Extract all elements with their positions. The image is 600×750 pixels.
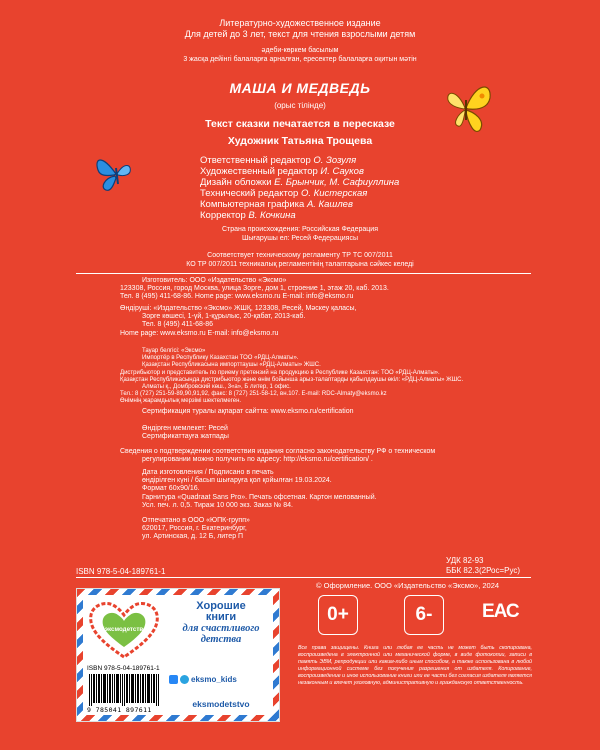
staff-line: Дизайн обложки Е. Брынчик, М. Сафиуллина	[200, 177, 400, 188]
staff-list	[200, 155, 460, 221]
edition-type-kz: әдеби-көркем басылым	[261, 47, 339, 54]
age-note-ru: Для детей до 3 лет, текст для чтения взрослыми детям	[184, 29, 416, 39]
staff-line: Компьютерная графика А. Кашлев	[200, 199, 353, 210]
age-rating-6minus: 6-	[404, 595, 444, 635]
bbk-code: ББК 82.3(2Рос=Рус)	[446, 565, 521, 575]
legal-notice: Все права защищены. Книга или любая ее часть не может быть скопирована, воспроизведена в электронной или механической форме, в виде фотокопии, записи в память ЭВМ, репродукции или каким-либо иным способом, а также использована в любой информационной системе без получения разрешения от издателя. Копирование, воспроизведение и иное использование книги или ее части без согласия издателя является незаконным и влечет уголовную, административную и гражданскую ответственность.	[298, 645, 532, 686]
barcode	[87, 665, 161, 716]
staff-line: Корректор В. Кочкина	[200, 210, 296, 221]
vk-icon	[169, 675, 178, 684]
book-title: МАША И МЕДВЕДЬ	[229, 80, 371, 96]
country-of-production: Өндірген мемлекет: Ресей Сертификаттауға жатпады	[142, 425, 229, 441]
blue-butterfly-icon	[92, 152, 140, 194]
barcode-digits: 9 785041 897611	[87, 706, 152, 714]
print-info: Дата изготовления / Подписано в печать өндірілген күні / басып шығаруға қол қойылған 19.03.2024. Формат 60х90/16. Гарнитура «Quadraat Sans Pro». Печать офсетная. Картон мелованный. Усл. печ. л. 0,5. Тираж 10 000 экз. Заказ № 84.	[142, 469, 377, 509]
barcode-isbn: ISBN 978-5-04-189761-1	[87, 665, 160, 672]
staff-line: Технический редактор О. Кистерская	[200, 188, 368, 199]
regulation-ru: Соответствует техническому регламенту ТР ТС 007/2011	[207, 252, 393, 259]
age-rating-0plus: 0+	[318, 595, 358, 635]
printer-info: Отпечатано в ООО «ЮПК-групп» 620017, Россия, г. Екатеринбург, ул. Артинская, д. 12 Б, литер П	[142, 517, 250, 541]
staff-line: Ответственный редактор О. Зозуля	[200, 155, 357, 166]
telegram-icon	[180, 675, 189, 684]
retelling-note: Текст сказки печатается в пересказе	[205, 118, 395, 130]
conformity-info: Сведения о подтверждении соответствия издания согласно законодательству РФ о техническом регулировании можно получить по адресу: http://eksmo.ru/certification/ .	[120, 448, 436, 464]
slogan: Хорошие книги для счастливого детства	[182, 600, 260, 645]
promo-card-body	[83, 595, 273, 715]
age-note-kz: 3 жасқа дейінгі балаларға арналған, ересектер балаларға оқитын мәтін	[183, 56, 417, 63]
artist-credit: Художник Татьяна Трощева	[227, 135, 373, 147]
eac-mark: ЕАС	[482, 601, 519, 622]
promo-card	[76, 588, 280, 722]
social-handle[interactable]: eksmo_kids	[169, 675, 237, 684]
origin-kz: Шығарушы ел: Ресей Федерациясы	[241, 235, 358, 242]
manufacturer-block: Изготовитель: ООО «Издательство «Эксмо» 123308, Россия, город Москва, улица Зорге, дом 1, строение 1, этаж 20, каб. 2013. Тел. 8 (495) 411-68-86. Home page: www.eksmo.ru E-mail: info@eksmo.ru	[120, 277, 389, 301]
barcode-bars	[87, 674, 161, 706]
manufacturer-block-kz: Өндіруші: «Издательство «Эксмо» ЖШҚ, 123308, Ресей, Мәскеу қаласы, Зорге көшесі, 1-үй, 1-құрылыс, 20-қабат, 2013-каб. Тел. 8 (495) 411-68-86 Home page: www.eksmo.ru E-mail: info@eksmo.ru	[120, 305, 357, 337]
regulation-kz: КО ТР 007/2011 техникалық регламентінің талаптарына сәйкес келеді	[186, 261, 414, 268]
heart-badge-icon	[87, 601, 161, 659]
staff-line: Художественный редактор И. Сауков	[200, 166, 364, 177]
divider	[76, 273, 531, 274]
classification-codes	[446, 556, 520, 575]
language-note: (орыс тілінде)	[274, 101, 326, 110]
divider	[76, 577, 531, 578]
edition-type-ru: Литературно-художественное издание	[219, 18, 381, 28]
copyright: © Оформление. ООО «Издательство «Эксмо», 2024	[316, 581, 500, 590]
heart-text: #эксмодетство	[101, 626, 147, 633]
isbn: ISBN 978-5-04-189761-1	[76, 567, 166, 576]
udk-code: УДК 82-93	[446, 556, 484, 565]
origin-ru: Страна происхождения: Российская Федерация	[221, 226, 379, 233]
trademark-block: Тауар белгісі: «Эксмо» Импортёр в Республику Казахстан ТОО «РДЦ-Алматы». Қазақстан Республикасына импорттаушы «РДЦ-Алматы» ЖШС. Дистрибьютор и представитель по приему претензий на продукцию в Республике Казахстан: ТОО «РДЦ-Алматы». Қазақстан Республикасында дистрибьютор және өнім бойынша арыз-талаптарды қабылдаушы өкіл: «РДЦ-Алматы» ЖШС. Алматы қ., Домбровский көш., 3«а», Б литер, 1 офис. Тел.: 8 (727) 251-59-89,90,91,92, факс: 8 (727) 251-58-12, вн.107. E-mail: RDC-Almaty@eksmo.kz Өнімнің жарамдылық мерзімі шектелмеген.	[120, 348, 464, 405]
website-handle[interactable]: eksmodetstvo	[192, 699, 250, 709]
certification-info: Сертификация туралы ақпарат сайтта: www.eksmo.ru/certification	[142, 408, 354, 415]
